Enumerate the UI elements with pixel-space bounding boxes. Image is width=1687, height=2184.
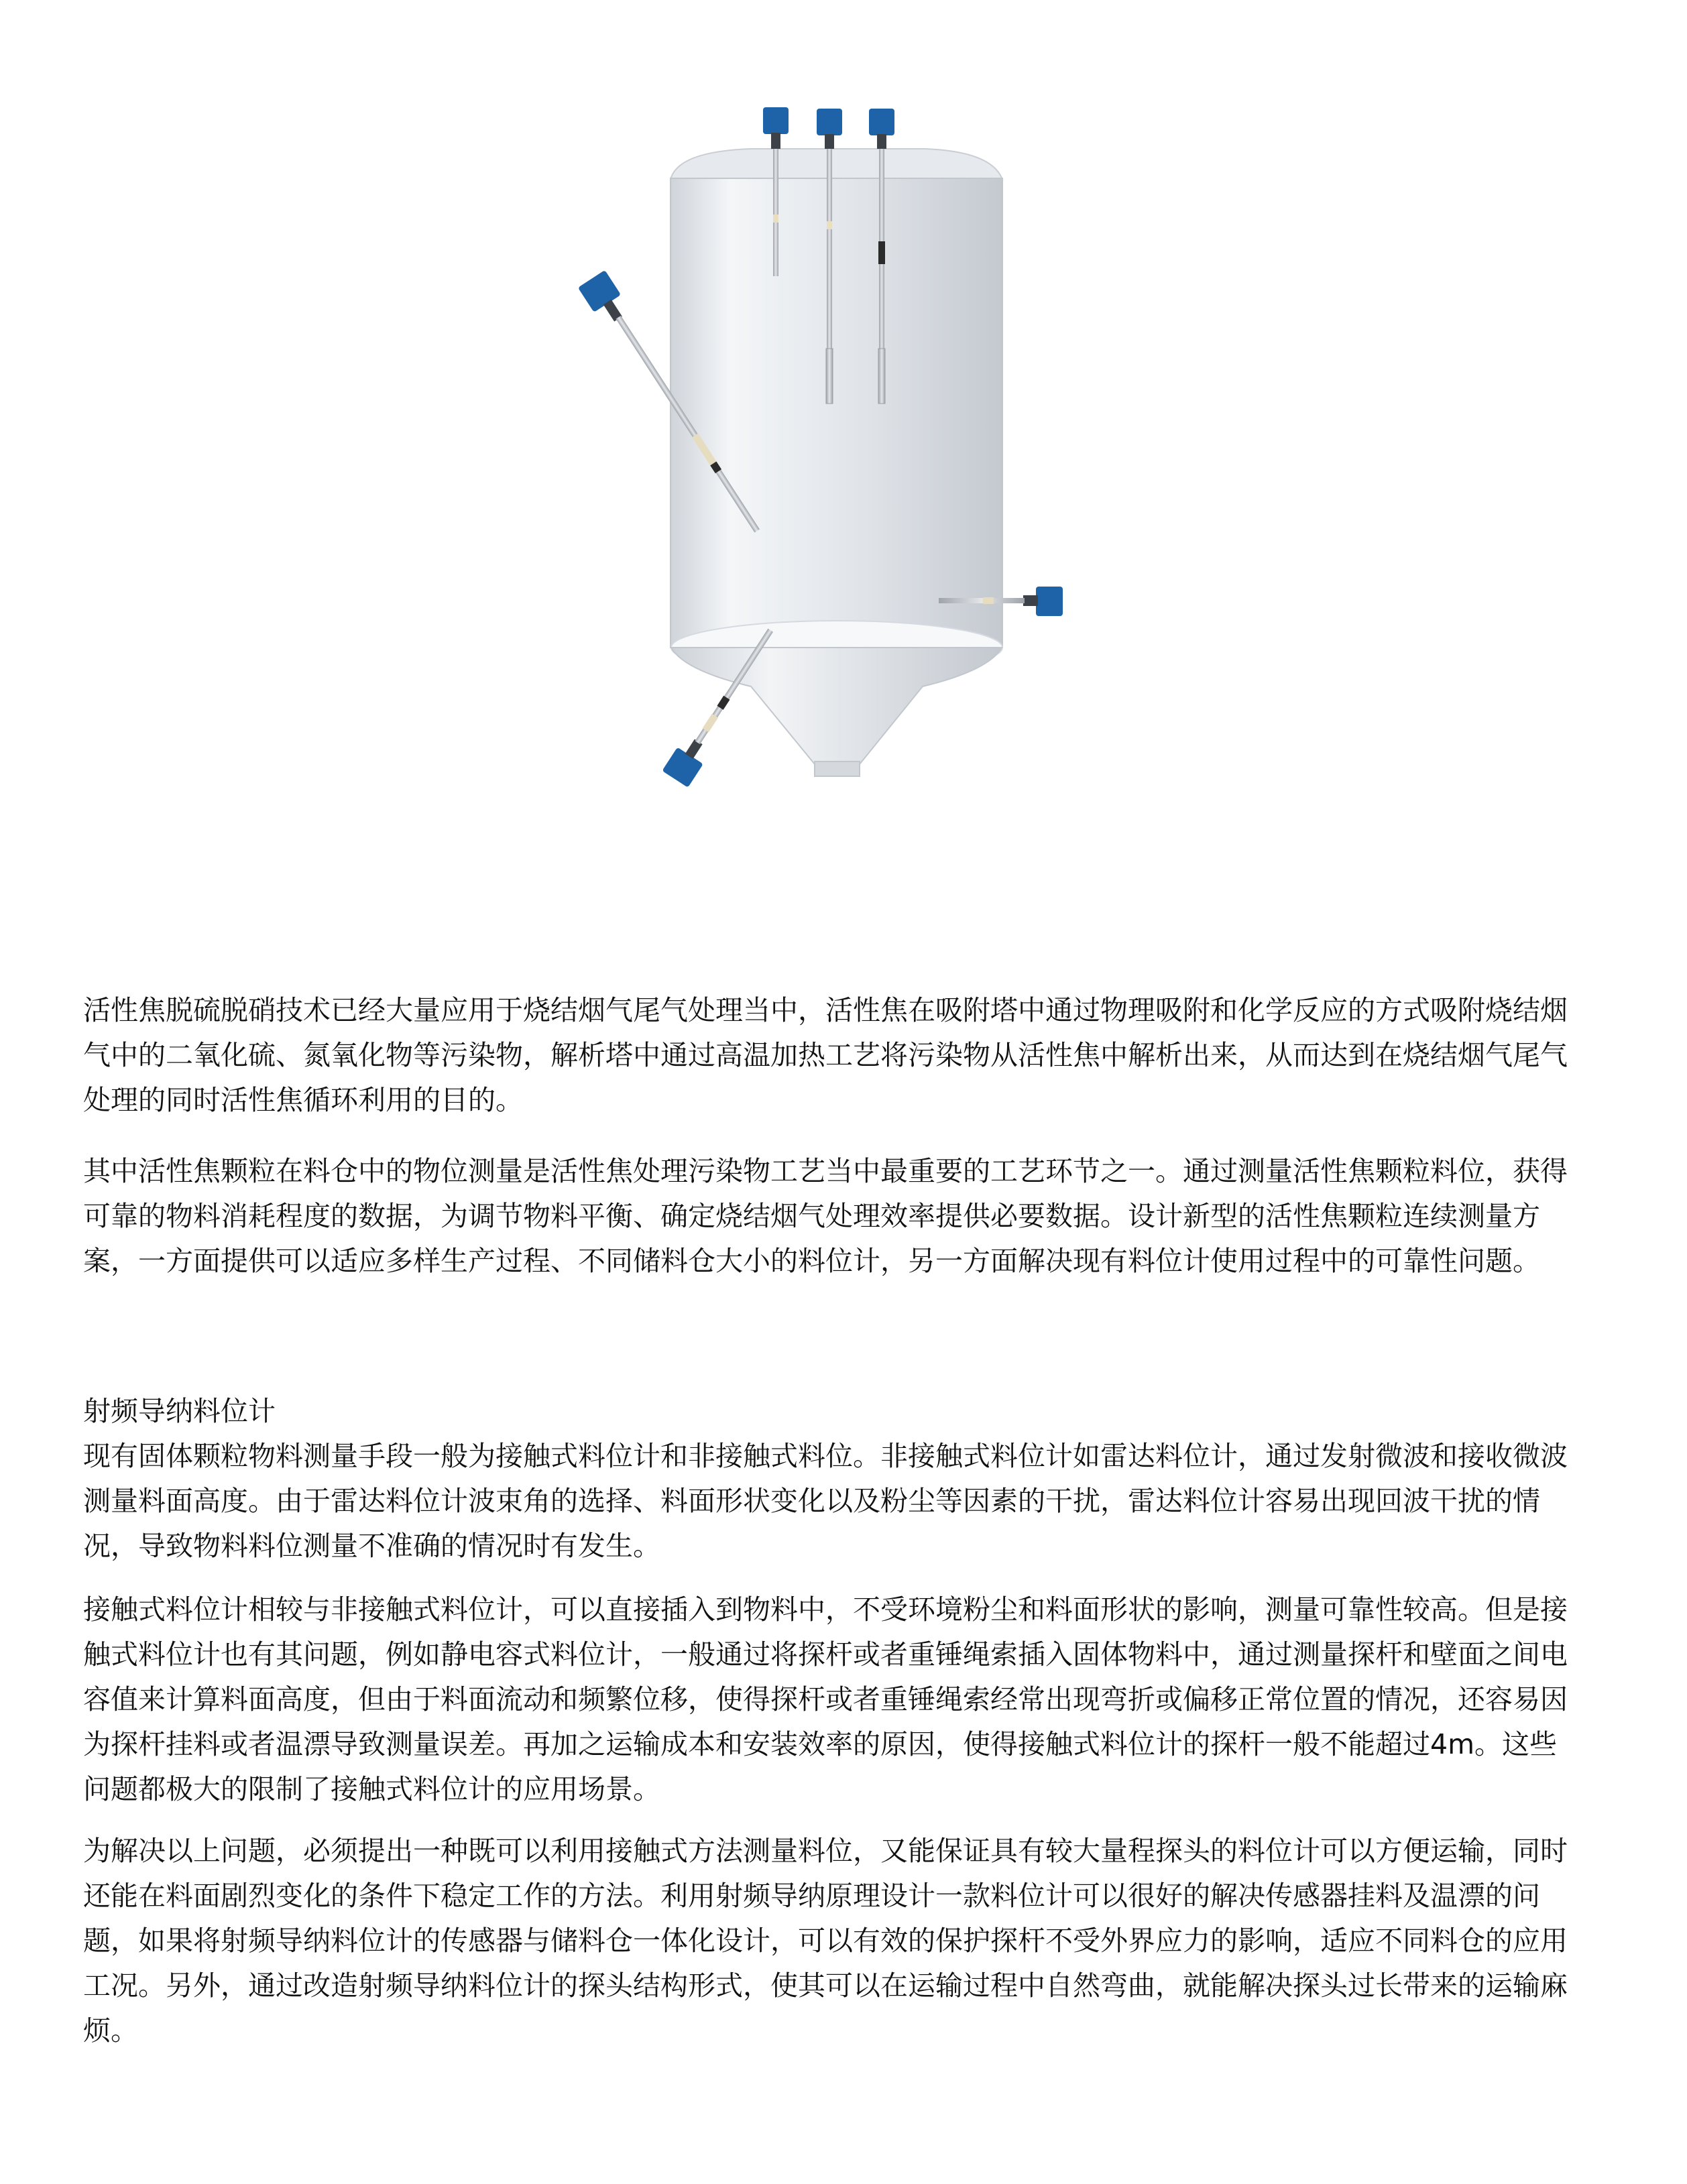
intro-paragraph [83, 988, 1578, 1123]
section-title: 射频导纳料位计 [83, 1395, 276, 1427]
paragraph-3: 现有固体颗粒物料测量手段一般为接触式料位计和非接触式料位。非接触式料位计如雷达料位计，通过发射微波和接收微波测量料面高度。由于雷达料位计波束角的选择、料面形状变化以及粉尘等因素的干扰，雷达料位计容易出现回波干扰的情况，导致物料料位测量不准确的情况时有发生。 [83, 1440, 1568, 1562]
rf-admittance-section [83, 1389, 1578, 1569]
silo-diagram [550, 94, 1126, 838]
paragraph-4: 接触式料位计相较与非接触式料位计，可以直接插入到物料中，不受环境粉尘和料面形状的影响，测量可靠性较高。但是接触式料位计也有其问题，例如静电容式料位计，一般通过将探杆或者重锤绳索插入固体物料中，通过测量探杆和壁面之间电容值来计算料面高度，但由于料面流动和频繁位移，使得探杆或者重锤绳索经常出现弯折或偏移正常位置的情况，还容易因为探杆挂料或者温漂导致测量误差。再加之运输成本和安装效率的原因，使得接触式料位计的探杆一般不能超过4m。这些问题都极大的限制了接触式料位计的应用场景。 [83, 1593, 1568, 1805]
solution-paragraph [83, 1829, 1578, 2053]
contact-gauge-paragraph [83, 1587, 1578, 1812]
silo-outlet [815, 762, 860, 776]
measurement-paragraph [83, 1149, 1578, 1284]
paragraph-2: 其中活性焦颗粒在料仓中的物位测量是活性焦处理污染物工艺当中最重要的工艺环节之一。通过测量活性焦颗粒料位，获得可靠的物料消耗程度的数据，为调节物料平衡、确定烧结烟气处理效率提供必要数据。设计新型的活性焦颗粒连续测量方案，一方面提供可以适应多样生产过程、不同储料仓大小的料位计，另一方面解决现有料位计使用过程中的可靠性问题。 [83, 1155, 1568, 1277]
paragraph-1: 活性焦脱硫脱硝技术已经大量应用于烧结烟气尾气处理当中，活性焦在吸附塔中通过物理吸附和化学反应的方式吸附烧结烟气中的二氧化硫、氮氧化物等污染物，解析塔中通过高温加热工艺将污染物从活性焦中解析出来，从而达到在烧结烟气尾气处理的同时活性焦循环利用的目的。 [83, 994, 1568, 1116]
silo-roof [671, 149, 1002, 180]
paragraph-5: 为解决以上问题，必须提出一种既可以利用接触式方法测量料位，又能保证具有较大量程探头的料位计可以方便运输，同时还能在料面剧烈变化的条件下稳定工作的方法。利用射频导纳原理设计一款料位计可以很好的解决传感器挂料及温漂的问题，如果将射频导纳料位计的传感器与储料仓一体化设计，可以有效的保护探杆不受外界应力的影响，适应不同料仓的应用工况。另外，通过改造射频导纳料位计的探头结构形式，使其可以在运输过程中自然弯曲，就能解决探头过长带来的运输麻烦。 [83, 1835, 1568, 2047]
silo-body [671, 178, 1002, 648]
silo-illustration [550, 94, 1126, 838]
